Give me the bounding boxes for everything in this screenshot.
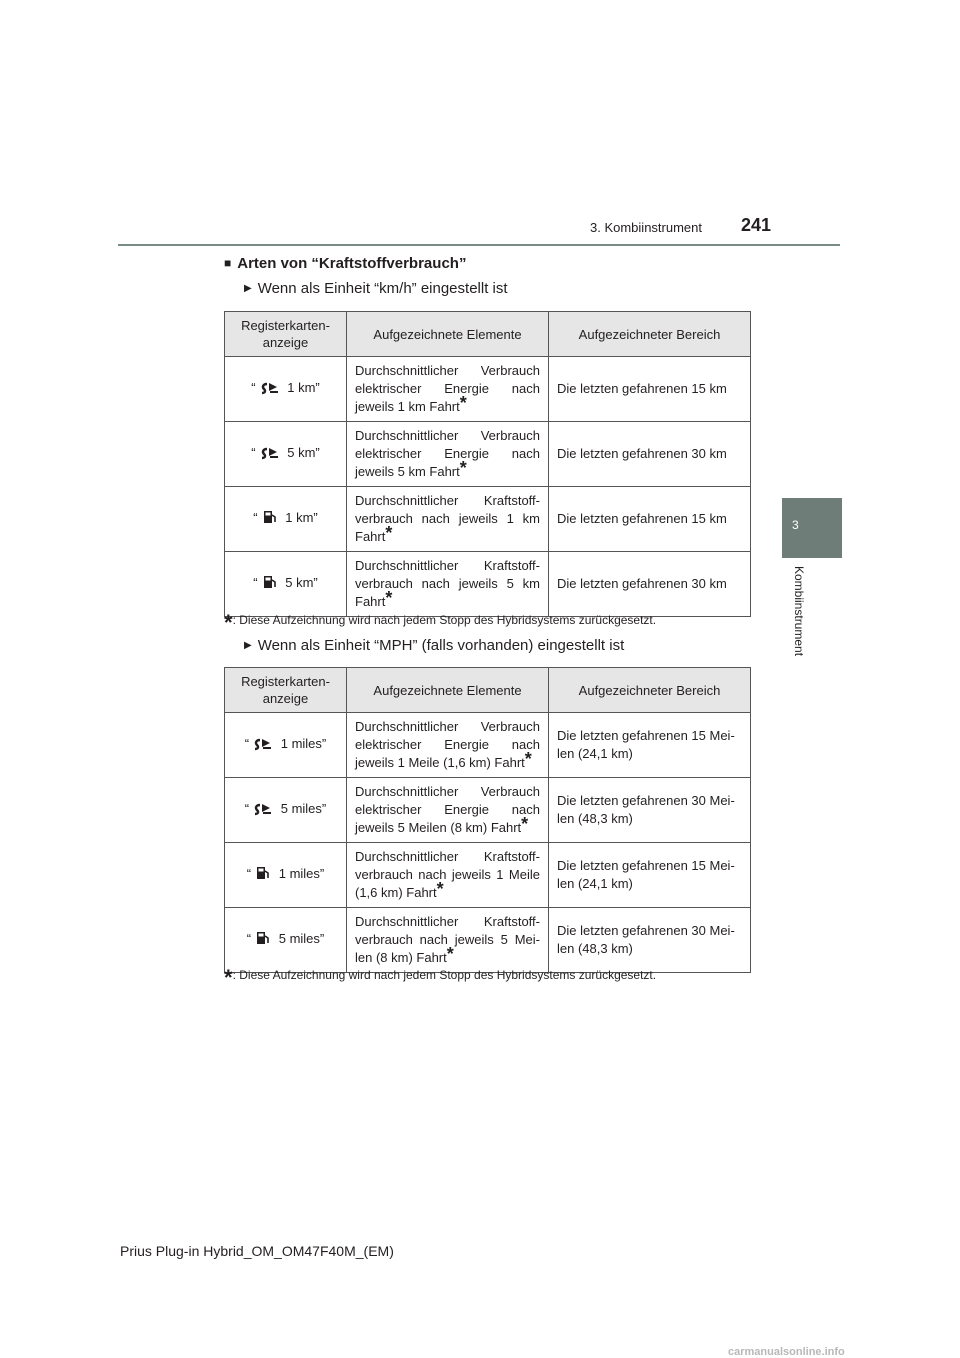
table-row: [225, 908, 751, 973]
footnote-marker: *: [385, 523, 393, 543]
tab-display-cell: [225, 908, 347, 973]
footer-document-id: Prius Plug-in Hybrid_OM_OM47F40M_(EM): [120, 1243, 394, 1259]
tab-display-cell: [225, 713, 347, 778]
page-number: 241: [741, 215, 772, 235]
table-row: [225, 843, 751, 908]
recorded-item-text: Durchschnittlicher Kraftstoff-verbrauch nach jeweils 5 Mei-len (8 km) Fahrt: [355, 914, 540, 965]
footnote-text: : Diese Aufzeichnung wird nach jedem Stopp des Hybridsystems zurückgesetzt.: [232, 968, 657, 982]
recorded-range-text: Die letzten gefahrenen 30 km: [557, 446, 727, 461]
tab-display-cell: [225, 487, 347, 552]
table-row: [225, 778, 751, 843]
tab-display-cell: [225, 552, 347, 617]
table-row: [225, 552, 751, 617]
footnote-marker: *: [446, 944, 454, 964]
col-header-range: Aufgezeichneter Bereich: [549, 668, 751, 713]
quote-mark: “: [251, 444, 256, 460]
fuel-pump-icon: [255, 865, 271, 886]
tab-display-cell: [225, 357, 347, 422]
tab-label: 5 miles”: [277, 800, 327, 816]
footnote-marker: *: [385, 588, 393, 608]
tab-display-cell: [225, 422, 347, 487]
table-row: [225, 713, 751, 778]
subheading-mph: [244, 637, 624, 654]
recorded-item-cell: [347, 778, 549, 843]
recorded-range-text: Die letzten gefahrenen 15 Mei-len (24,1 km): [557, 728, 735, 761]
quote-mark: “: [246, 930, 252, 946]
footnote-marker: *: [224, 965, 233, 990]
footnote-text: : Diese Aufzeichnung wird nach jedem Stopp des Hybridsystems zurückgesetzt.: [232, 613, 657, 627]
recorded-item-text: Durchschnittlicher Verbrauch elektrischer Energie nach jeweils 1 Meile (1,6 km) Fahrt: [355, 719, 540, 770]
watermark: carmanualsonline.info: [728, 1346, 845, 1358]
footnote-mph: [224, 965, 657, 990]
footnote-marker: *: [521, 814, 529, 834]
recorded-item-cell: [347, 422, 549, 487]
col-header-range: Aufgezeichneter Bereich: [549, 312, 751, 357]
recorded-item-cell: [347, 357, 549, 422]
ev-icon: [253, 737, 273, 756]
recorded-item-cell: [347, 552, 549, 617]
recorded-range-text: Die letzten gefahrenen 30 Mei-len (48,3 km): [557, 923, 735, 956]
subheading-mph-text: Wenn als Einheit “MPH” (falls vorhanden) eingestellt ist: [257, 637, 625, 654]
tab-display-cell: [225, 843, 347, 908]
quote-mark: “: [246, 865, 252, 881]
header-rule: [118, 244, 840, 246]
side-tab-number: 3: [792, 518, 799, 532]
recorded-item-cell: [347, 713, 549, 778]
footnote-marker: *: [436, 879, 444, 899]
tab-label: 1 miles”: [275, 865, 325, 881]
table-row: [225, 357, 751, 422]
ev-icon: [260, 381, 280, 400]
subheading-kmh: [244, 280, 508, 297]
col-header-tab: Registerkarten-anzeige: [225, 668, 347, 713]
tab-label: 5 km”: [283, 444, 320, 460]
table-kmh: [224, 311, 751, 617]
recorded-item-text: Durchschnittlicher Kraftstoff-verbrauch nach jeweils 5 km Fahrt: [355, 558, 540, 609]
recorded-item-cell: [347, 843, 549, 908]
recorded-item-cell: [347, 487, 549, 552]
side-tab: [782, 498, 842, 558]
recorded-range-text: Die letzten gefahrenen 15 km: [557, 381, 727, 396]
recorded-range-text: Die letzten gefahrenen 30 km: [557, 576, 727, 591]
footnote-marker: *: [224, 610, 233, 635]
tab-label: 1 km”: [281, 509, 318, 525]
tab-label: 1 miles”: [277, 735, 327, 751]
recorded-range-cell: [549, 843, 751, 908]
footnote-marker: *: [524, 749, 532, 769]
table-row: [225, 487, 751, 552]
recorded-item-text: Durchschnittlicher Kraftstoff-verbrauch nach jeweils 1 Meile (1,6 km) Fahrt: [355, 849, 540, 900]
section-title: [224, 255, 466, 272]
quote-mark: “: [244, 735, 250, 751]
recorded-range-cell: [549, 487, 751, 552]
quote-mark: “: [251, 379, 256, 395]
recorded-range-text: Die letzten gefahrenen 30 Mei-len (48,3 km): [557, 793, 735, 826]
col-header-items: Aufgezeichnete Elemente: [347, 312, 549, 357]
ev-icon: [253, 802, 273, 821]
fuel-pump-icon: [255, 930, 271, 951]
recorded-item-text: Durchschnittlicher Verbrauch elektrischer Energie nach jeweils 5 Meilen (8 km) Fahrt: [355, 784, 540, 835]
footnote-kmh: [224, 610, 657, 635]
tab-label: 5 miles”: [275, 930, 325, 946]
table-mph: [224, 667, 751, 973]
quote-mark: “: [253, 574, 258, 590]
recorded-range-cell: [549, 778, 751, 843]
header-section-title: 3. Kombiinstrument: [590, 220, 702, 235]
quote-mark: “: [244, 800, 250, 816]
recorded-item-cell: [347, 908, 549, 973]
recorded-range-text: Die letzten gefahrenen 15 km: [557, 511, 727, 526]
recorded-range-text: Die letzten gefahrenen 15 Mei-len (24,1 km): [557, 858, 735, 891]
quote-mark: “: [253, 509, 258, 525]
recorded-range-cell: [549, 552, 751, 617]
recorded-item-text: Durchschnittlicher Kraftstoff-verbrauch nach jeweils 1 km Fahrt: [355, 493, 540, 544]
side-tab-label: Kombiinstrument: [792, 566, 806, 657]
triangle-bullet-icon: ▶: [244, 640, 252, 651]
recorded-range-cell: [549, 357, 751, 422]
table-row: [225, 422, 751, 487]
ev-icon: [260, 446, 280, 465]
recorded-range-cell: [549, 908, 751, 973]
footnote-marker: *: [459, 458, 467, 478]
square-bullet-icon: ■: [224, 256, 232, 270]
footnote-marker: *: [459, 393, 467, 413]
triangle-bullet-icon: ▶: [244, 283, 252, 294]
tab-display-cell: [225, 778, 347, 843]
fuel-pump-icon: [262, 509, 278, 530]
subheading-kmh-text: Wenn als Einheit “km/h” eingestellt ist: [257, 280, 508, 297]
recorded-item-text: Durchschnittlicher Verbrauch elektrischer Energie nach jeweils 5 km Fahrt: [355, 428, 540, 479]
col-header-items: Aufgezeichnete Elemente: [347, 668, 549, 713]
fuel-pump-icon: [262, 574, 278, 595]
tab-label: 1 km”: [283, 379, 320, 395]
tab-label: 5 km”: [281, 574, 318, 590]
recorded-range-cell: [549, 422, 751, 487]
recorded-range-cell: [549, 713, 751, 778]
col-header-tab: Registerkarten-anzeige: [225, 312, 347, 357]
section-title-text: Arten von “Kraftstoffverbrauch”: [237, 255, 467, 272]
recorded-item-text: Durchschnittlicher Verbrauch elektrischer Energie nach jeweils 1 km Fahrt: [355, 363, 540, 414]
